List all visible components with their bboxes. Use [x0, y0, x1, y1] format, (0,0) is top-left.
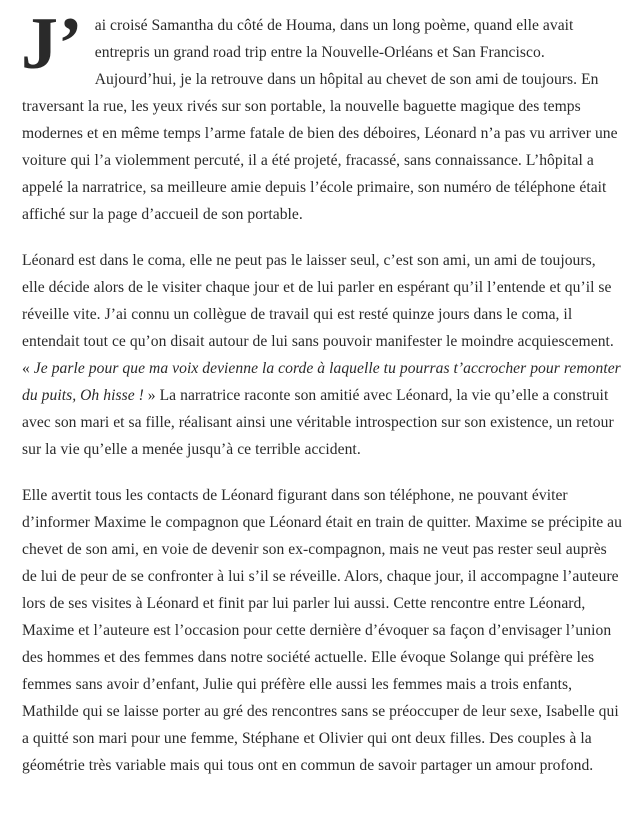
paragraph-2-text-before: Léonard est dans le coma, elle ne peut pas le laisser seul, c’est son ami, un ami de toujours, elle décide alors de le visiter chaque jour et de lui parler en espérant qu’il l’entende et qu’il se réveille vite. J’ai connu un collègue de travail qui est resté quinze jours dans le coma, il entendait tout ce qu’on disait autour de lui sans pouvoir manifester le moindre acquiescement. «	[22, 252, 614, 377]
paragraph-2-text-after: » La narratrice raconte son amitié avec Léonard, la vie qu’elle a construit avec son mari et sa fille, réalisant ainsi une véritable introspection sur son existence, un retour sur la vie qu’elle a menée jusqu’à ce terrible accident.	[22, 387, 614, 458]
drop-cap: J’	[21, 3, 83, 85]
paragraph-3	[22, 482, 622, 779]
paragraph-1-text: ai croisé Samantha du côté de Houma, dans un long poème, quand elle avait entrepris un grand road trip entre la Nouvelle-Orléans et San Francisco. Aujourd’hui, je la retrouve dans un hôpital au chevet de son ami de toujours. En traversant la rue, les yeux rivés sur son portable, la nouvelle baguette magique des temps modernes et en même temps l’arme fatale de bien des déboires, Léonard n’a pas vu arriver une voiture qui l’a violemment percuté, il a été projeté, fracassé, sans connaissance. L’hôpital a appelé la narratrice, sa meilleure amie depuis l’école primaire, son numéro de téléphone était affiché sur la page d’accueil de son portable.	[22, 17, 618, 223]
article-body	[21, 3, 622, 798]
paragraph-3-text: Elle avertit tous les contacts de Léonard figurant dans son téléphone, ne pouvant éviter d’informer Maxime le compagnon que Léonard était en train de quitter. Maxime se précipite au chevet de son ami, en voie de devenir son ex-compagnon, mais ne veut pas rester seul auprès de lui de peur de se confronter à lui s’il se réveille. Alors, chaque jour, il accompagne l’auteure lors de ses visites à Léonard et finit par lui parler lui aussi. Cette rencontre entre Léonard, Maxime et l’auteure est l’occasion pour cette dernière d’évoquer sa façon d’envisager l’union des hommes et des femmes dans notre société actuelle. Elle évoque Solange qui préfère les femmes sans avoir d’enfant, Julie qui préfère elle aussi les femmes mais a trois enfants, Mathilde qui se laisse porter au gré des rencontres sans se préoccuper de leur sexe, Isabelle qui a quitté son mari pour une femme, Stéphane et Olivier qui ont deux filles. Des couples à la géométrie très variable mais qui tous ont en commun de savoir partager un amour profond.	[22, 487, 622, 774]
paragraph-2	[22, 247, 622, 463]
paragraph-2-quote: Je parle pour que ma voix devienne la corde à laquelle tu pourras t’accrocher pour remonter du puits, Oh hisse !	[22, 360, 621, 404]
paragraph-1	[21, 3, 622, 228]
